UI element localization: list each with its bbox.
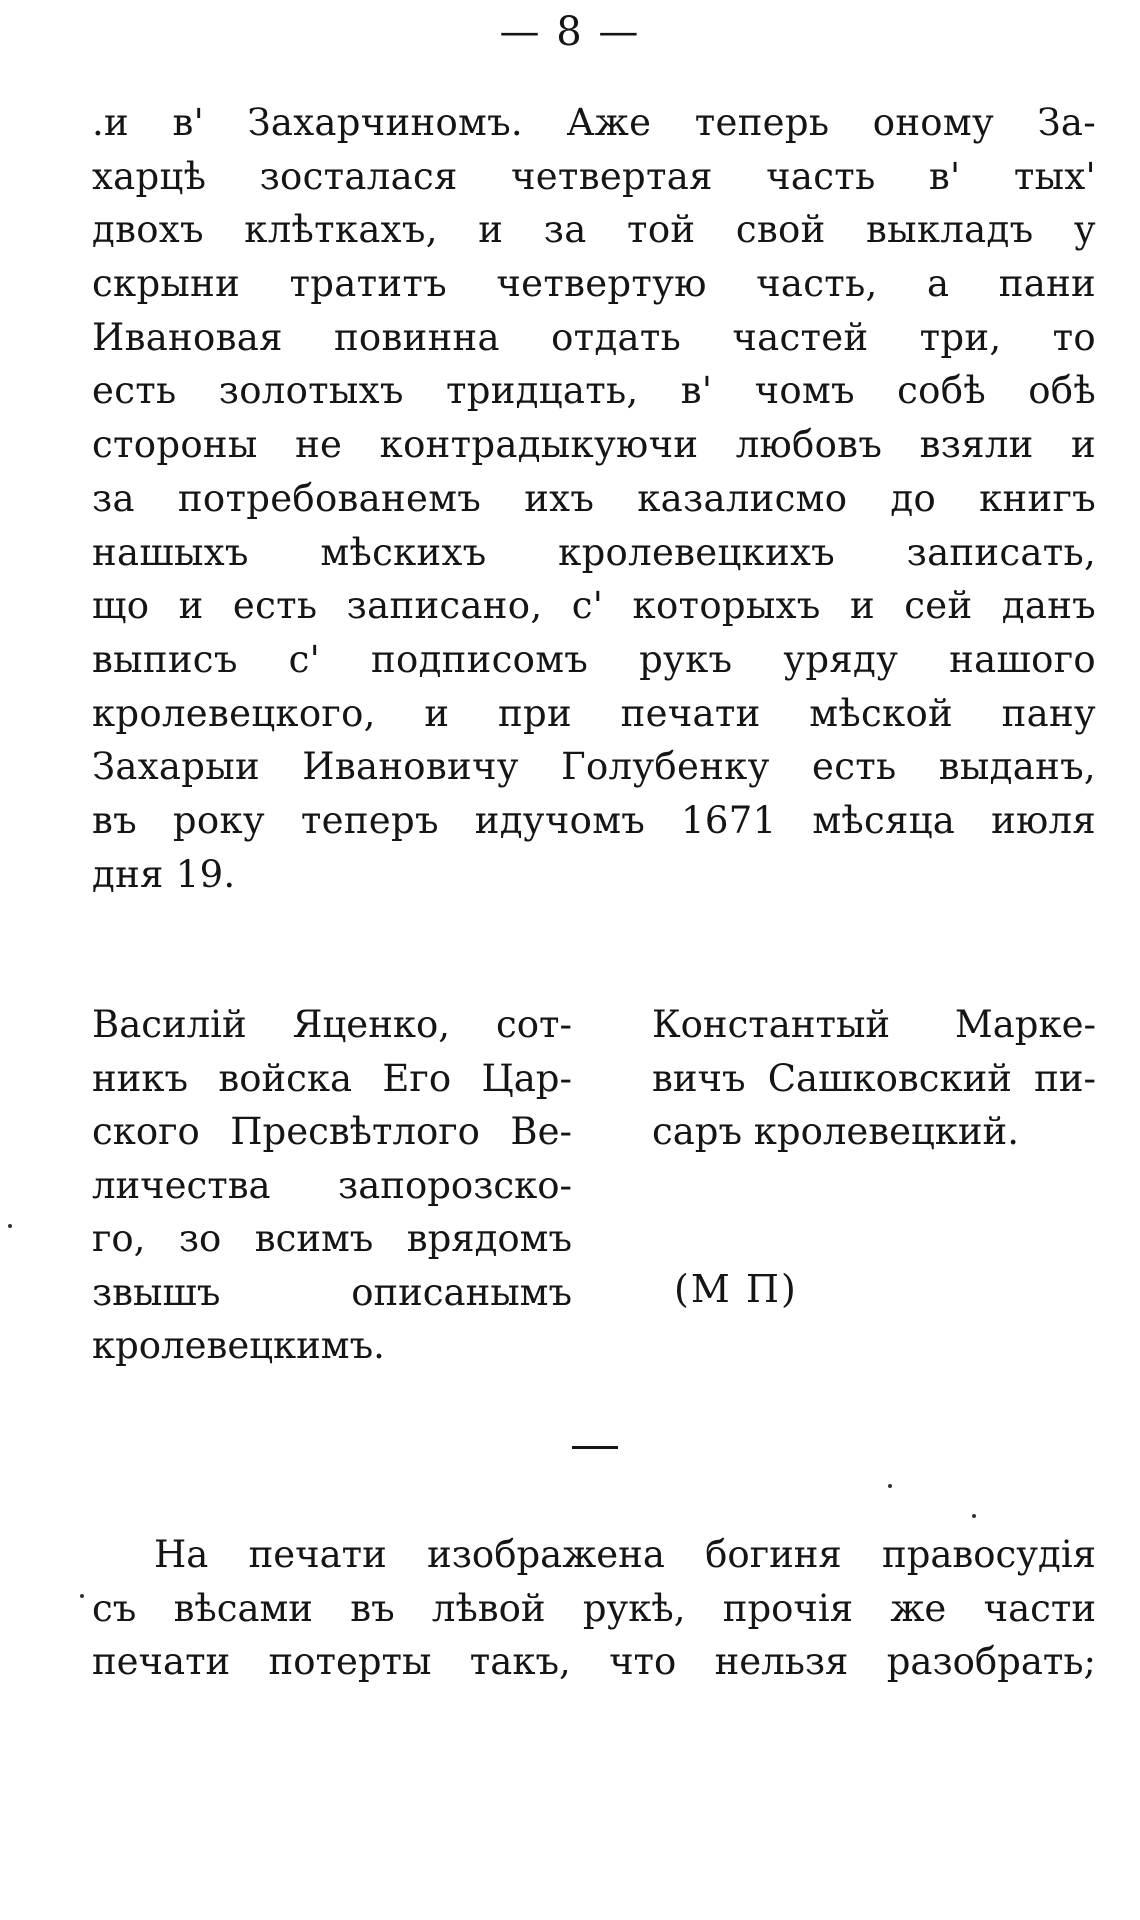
- text-line: двохъ клѣткахъ, и за той свой выкладъ у: [92, 208, 1096, 252]
- print-speck: [80, 1594, 84, 1598]
- note-line: съ вѣсами въ лѣвой рукѣ, прочія же части: [92, 1586, 1096, 1630]
- seal-note-paragraph: [92, 1528, 1096, 1689]
- signature-line: Василій Яценко, сот-: [92, 1003, 572, 1046]
- text-line: кролевецкого, и при печати мѣской пану: [92, 691, 1096, 735]
- body-paragraph: [92, 96, 1096, 901]
- signature-line: никъ войска Его Цар-: [92, 1056, 572, 1100]
- note-line: На печати изображена богиня правосудія: [154, 1533, 1096, 1576]
- text-line: Ивановая повинна отдать частей три, то: [92, 315, 1096, 359]
- text-line: за потребованемъ ихъ казалисмо до книгъ: [92, 476, 1096, 520]
- text-line: стороны не контрадыкуючи любовъ взяли и: [92, 423, 1096, 467]
- signature-line: го, зо всимъ врядомъ: [92, 1217, 572, 1260]
- signature-line: личества запорозско-: [92, 1163, 572, 1207]
- text-line: харцѣ зосталася четвертая часть в' тых': [92, 154, 1096, 198]
- text-line: есть золотыхъ тридцать, в' чомъ собѣ обѣ: [92, 369, 1096, 413]
- print-speck: [972, 1514, 976, 1518]
- text-line: дня 19.: [92, 852, 236, 896]
- print-speck: [888, 1484, 892, 1488]
- text-line: скрыни тратитъ четвертую часть, а пани: [92, 262, 1096, 306]
- note-line: печати потерты такъ, что нельзя разобрать;: [92, 1640, 1096, 1683]
- text-line: въ року теперъ идучомъ 1671 мѣсяца июля: [92, 798, 1096, 842]
- signature-line: вичъ Сашковский пи-: [652, 1056, 1096, 1100]
- signature-line: Константый Марке-: [652, 1003, 1096, 1046]
- signature-block-left: [92, 998, 572, 1373]
- text-line: що и есть записано, с' которыхъ и сей данъ: [92, 584, 1096, 628]
- text-line: выписъ с' подписомъ рукъ уряду нашого: [92, 637, 1096, 681]
- seal-placeholder: (М П): [674, 1267, 798, 1311]
- signature-block-right: [652, 998, 1096, 1159]
- section-divider: [572, 1446, 618, 1449]
- page-number: — 8 —: [499, 9, 641, 55]
- text-line: Захарыи Ивановичу Голубенку есть выданъ,: [92, 745, 1096, 789]
- signature-line: звышъ описанымъ: [92, 1270, 572, 1314]
- print-speck: [8, 1224, 12, 1228]
- signature-line: ского Пресвѣтлого Ве-: [92, 1110, 572, 1153]
- text-line: .и в' Захарчиномъ. Аже теперь оному За-: [92, 101, 1096, 144]
- text-line: нашыхъ мѣскихъ кролевецкихъ записать,: [92, 530, 1096, 574]
- signature-line: саръ кролевецкий.: [652, 1110, 1019, 1153]
- signature-line: кролевецкимъ.: [92, 1324, 385, 1367]
